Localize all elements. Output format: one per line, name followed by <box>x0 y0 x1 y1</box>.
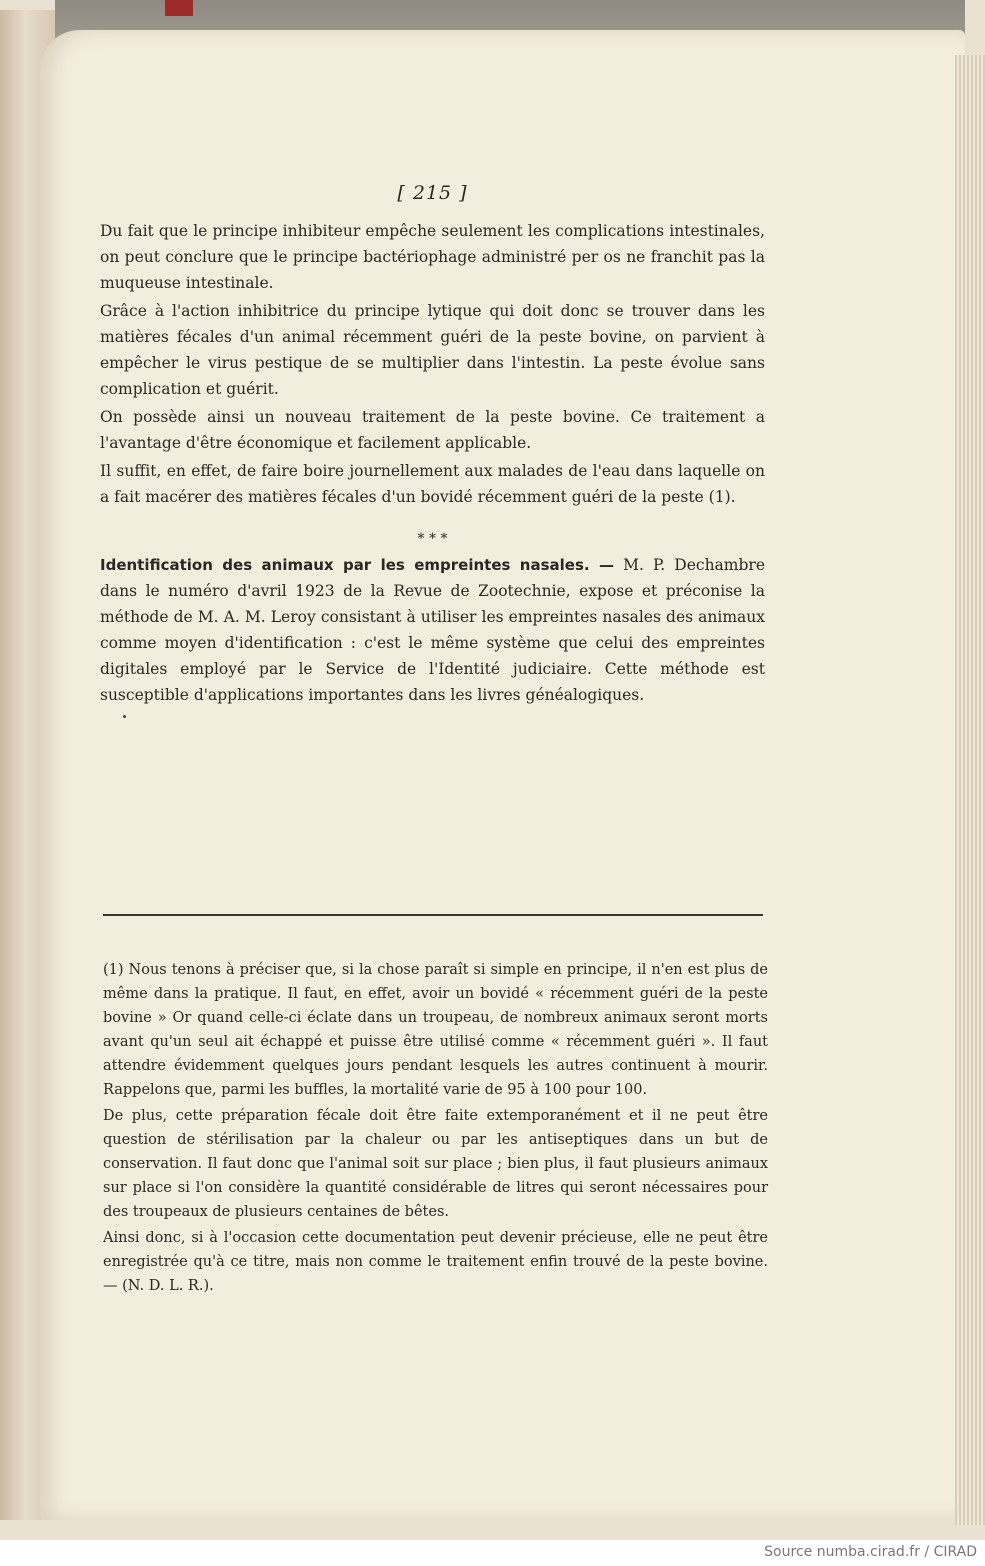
red-cover-edge <box>165 0 193 16</box>
paragraph-4: Il suffit, en effet, de faire boire journellement aux malades de l'eau dans laquelle on a fait macérer des matières fécales d'un bovidé récemment guéri de la peste (1). <box>100 462 765 506</box>
section-body: M. P. Dechambre dans le numéro d'avril 1923 de la Revue de Zootechnie, expose et préconise la méthode de M. A. M. Leroy consistant à utiliser les empreintes nasales des animaux comme moyen d'identification : c'est le même système que celui des empreintes digitales employé par le Service de l'Identité judiciaire. Cette méthode est susceptible d'applications importantes dans les livres généalogiques. <box>100 556 765 704</box>
paragraph-3: On possède ainsi un nouveau traitement de la peste bovine. Ce traitement a l'avantage d'être économique et facilement applicable. <box>100 408 765 452</box>
source-credit: Source numba.cirad.fr / CIRAD <box>764 1544 977 1560</box>
footnotes <box>103 958 768 1300</box>
footer-bar <box>0 1540 985 1566</box>
footnote-1: (1) Nous tenons à préciser que, si la chose paraît si simple en principe, il n'en est plus de même dans la pratique. Il faut, en effet, avoir un bovidé « récemment guéri de la peste bovine » Or quand celle-ci éclate dans un troupeau, de nombreux animaux seront morts avant qu'un seul ait échappé et puisse être utilisé comme « récemment guéri ». Il faut attendre évidemment quelques jours pendant lesquels les autres continuent à mourir. Rappelons que, parmi les buffles, la mortalité varie de 95 à 100 pour 100. <box>103 962 768 1098</box>
section-heading: Identification des animaux par les empreintes nasales. — <box>100 556 614 574</box>
footnote-rule <box>103 914 763 916</box>
paragraph-2: Grâce à l'action inhibitrice du principe lytique qui doit donc se trouver dans les matières fécales d'un animal récemment guéri de la peste bovine, on parvient à empêcher le virus pestique de se multiplier dans l'intestin. La peste évolue sans complication et guérit. <box>100 302 765 398</box>
section-paragraph <box>100 552 765 708</box>
page-stack-edge <box>955 55 985 1525</box>
stray-mark <box>123 715 126 718</box>
main-text <box>100 180 765 710</box>
asterism-separator: * * * <box>417 531 448 547</box>
paragraph-1: Du fait que le principe inhibiteur empêche seulement les complications intestinales, on peut conclure que le principe bactériophage administré per os ne franchit pas la muqueuse intestinale. <box>100 222 765 292</box>
page-number: [ 215 ] <box>397 182 468 204</box>
footnote-3: Ainsi donc, si à l'occasion cette documentation peut devenir précieuse, elle ne peut être enregistrée qu'à ce titre, mais non comme le traitement enfin trouvé de la peste bovine. — (N. D. L. R.). <box>103 1230 768 1294</box>
footnote-2: De plus, cette préparation fécale doit être faite extemporanément et il ne peut être question de stérilisation par la chaleur ou par les antiseptiques dans un but de conservation. Il faut donc que l'animal soit sur place ; bien plus, il faut plusieurs animaux sur place si l'on considère la quantité considérable de litres qui seront nécessaires pour des troupeaux de plusieurs centaines de bêtes. <box>103 1108 768 1220</box>
